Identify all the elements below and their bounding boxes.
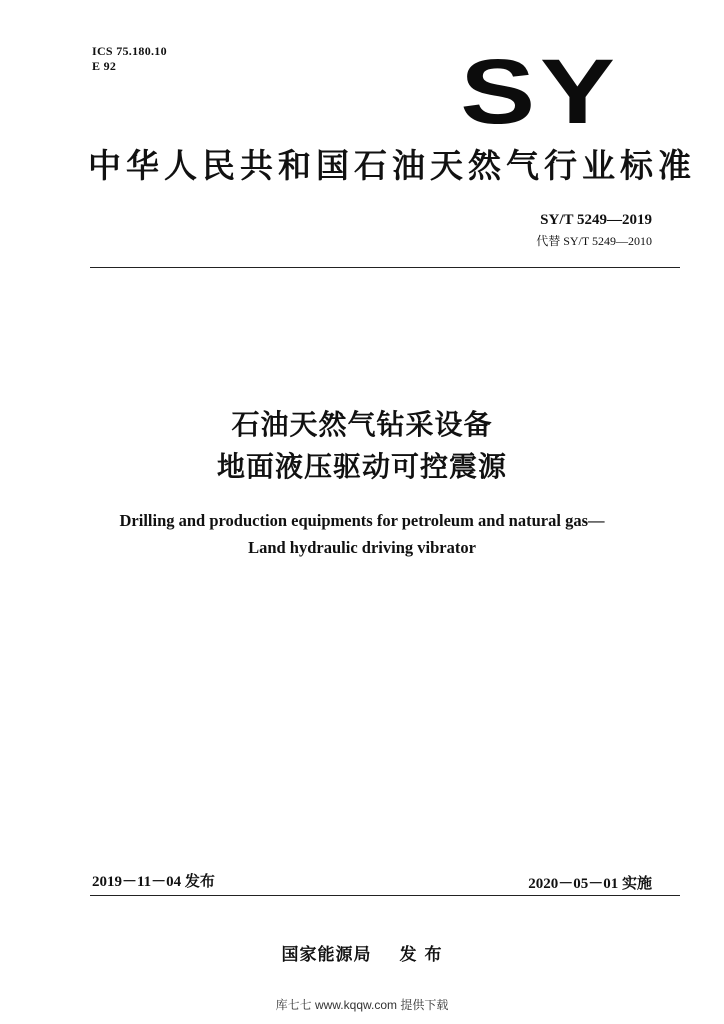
- implementation-date: 2020－05－01 实施: [528, 876, 652, 892]
- footer-divider: [90, 895, 680, 896]
- standard-category-title: 中华人民共和国石油天然气行业标准: [88, 146, 696, 185]
- standard-number: SY/T 5249—2019: [540, 212, 652, 228]
- english-title-line-1: Drilling and production equipments for petroleum and natural gas—: [119, 511, 605, 530]
- classification-codes: [92, 44, 167, 74]
- issuer-action: 发 布: [399, 945, 443, 965]
- header-divider: [90, 267, 680, 268]
- ccs-code: E 92: [92, 59, 117, 73]
- issuing-authority: [0, 944, 724, 966]
- sy-logo: SY: [460, 41, 620, 143]
- replaces-standard: 代替 SY/T 5249—2010: [536, 234, 652, 248]
- issue-date: 2019－11－04 发布: [92, 874, 215, 890]
- english-title-line-2: Land hydraulic driving vibrator: [248, 538, 476, 557]
- chinese-title-line-1: 石油天然气钻采设备: [231, 408, 493, 441]
- ics-code: ICS 75.180.10: [92, 44, 167, 58]
- issuer-name: 国家能源局: [281, 945, 372, 965]
- download-watermark: 库七七 www.kqqw.com 提供下载: [275, 998, 449, 1012]
- chinese-title-line-2: 地面液压驱动可控震源: [216, 450, 507, 483]
